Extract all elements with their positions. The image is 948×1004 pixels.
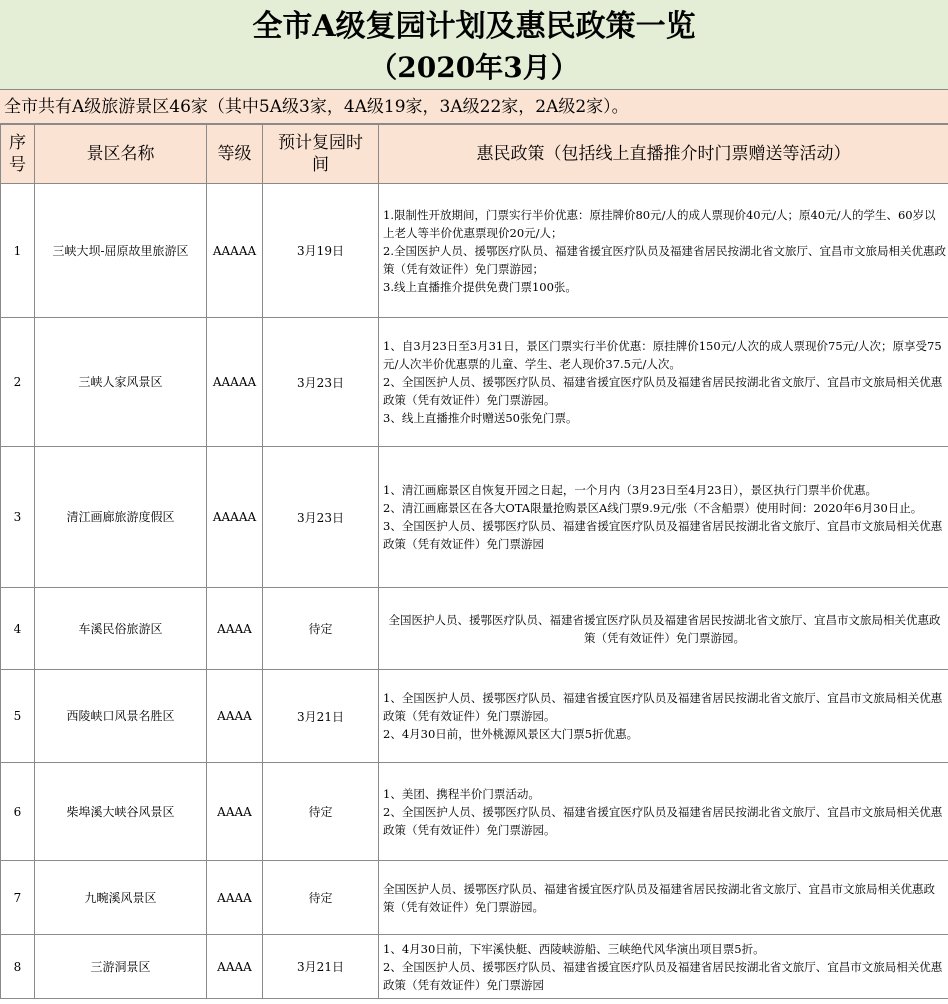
table-row [1,184,948,318]
policy-text [383,689,946,743]
scenic-name: 车溪民俗旅游区 [78,621,163,636]
policy-line: 1、全国医护人员、援鄂医疗队员、福建省援宜医疗队员及福建省居民按湖北省文旅厅、宜昌市文旅局相关优惠政策（凭有效证件）免门票游园。 [383,691,943,723]
table-row [1,588,948,670]
title-block [0,0,948,90]
cell-grade: AAAA [207,935,263,999]
cell-index: 3 [1,447,35,588]
scenic-name: 柴埠溪大峡谷风景区 [66,804,175,819]
summary-row: 全市共有A级旅游景区46家（其中5A级3家，4A级19家，3A级22家，2A级2家）。 [0,90,948,124]
cell-name [35,861,207,935]
cell-name [35,447,207,588]
cell-policy [379,861,948,935]
table-row [1,447,948,588]
policy-line: 2、全国医护人员、援鄂医疗队员、福建省援宜医疗队员及福建省居民按湖北省文旅厅、宜昌市文旅局相关优惠政策（凭有效证件）免门票游园 [383,959,943,992]
policy-line: 2、清江画廊景区在各大OTA限量抢购景区A线门票9.9元/张（不含船票）使用时间：2020年6月30日止。 [383,501,923,515]
policy-line: 1、4月30日前，下牢溪快艇、西陵峡游船、三峡绝代风华演出项目票5折。 [383,941,765,956]
policy-line: 3、线上直播推介时赠送50张免门票。 [383,411,578,425]
scenic-name: 清江画廊旅游度假区 [66,510,175,524]
cell-name [35,318,207,447]
cell-policy [379,588,948,670]
cell-name [35,670,207,763]
cell-name [35,184,207,318]
cell-index: 4 [1,588,35,670]
cell-reopen: 3月21日 [263,935,379,999]
scenic-name: 三游洞景区 [90,959,151,974]
cell-index: 6 [1,763,35,861]
cell-index: 1 [1,184,35,318]
policy-line: 1.限制性开放期间，门票实行半价优惠：原挂牌价80元/人的成人票现价40元/人；原40元/人的学生、60岁以上老人等半价优惠票现价20元/人； [383,207,936,240]
header-grade: 等级 [207,125,263,184]
cell-reopen: 3月23日 [263,318,379,447]
policy-line: 全国医护人员、援鄂医疗队员、福建省援宜医疗队员及福建省居民按湖北省文旅厅、宜昌市文旅局相关优惠政策（凭有效证件）免门票游园。 [388,612,941,645]
policy-line: 2.全国医护人员、援鄂医疗队员、福建省援宜医疗队员及福建省居民按湖北省文旅厅、宜昌市文旅局相关优惠政策（凭有效证件）免门票游园； [383,243,946,276]
cell-index: 2 [1,318,35,447]
cell-name [35,935,207,999]
cell-grade: AAAA [207,670,263,763]
table-row [1,318,948,447]
policy-text [383,940,946,994]
policy-line: 2、全国医护人员、援鄂医疗队员、福建省援宜医疗队员及福建省居民按湖北省文旅厅、宜昌市文旅局相关优惠政策（凭有效证件）免门票游园。 [383,804,943,837]
cell-reopen: 3月23日 [263,447,379,588]
header-reopen: 预计复园时间 [263,125,379,184]
cell-grade: AAAA [207,763,263,861]
policy-line: 1、自3月23日至3月31日，景区门票实行半价优惠：原挂牌价150元/人次的成人票现价75元/人次；原享受75元/人次半价优惠票的儿童、学生、老人现价37.5元/人次。 [383,339,942,371]
policy-text [383,785,946,839]
cell-name [35,763,207,861]
page-subtitle: （2020年3月） [369,51,579,84]
cell-policy [379,763,948,861]
cell-index: 7 [1,861,35,935]
cell-reopen: 3月21日 [263,670,379,763]
header-index: 序号 [1,125,35,184]
policy-line: 3.线上直播推介提供免费门票100张。 [383,279,577,294]
table-header-row [1,125,948,184]
table-row [1,935,948,999]
policy-line: 1、美团、携程半价门票活动。 [383,786,540,801]
policy-text [383,206,946,296]
cell-grade: AAAAA [207,184,263,318]
policy-text [383,481,946,553]
cell-policy [379,447,948,588]
cell-grade: AAAAA [207,318,263,447]
cell-reopen: 3月19日 [263,184,379,318]
cell-grade: AAAA [207,588,263,670]
cell-reopen: 待定 [263,861,379,935]
cell-index: 8 [1,935,35,999]
header-name: 景区名称 [35,125,207,184]
policy-line: 全国医护人员、援鄂医疗队员、福建省援宜医疗队员及福建省居民按湖北省文旅厅、宜昌市文旅局相关优惠政策（凭有效证件）免门票游园。 [383,881,935,914]
cell-policy [379,318,948,447]
cell-grade: AAAA [207,861,263,935]
cell-index: 5 [1,670,35,763]
scenic-name: 三峡人家风景区 [78,375,163,389]
cell-reopen: 待定 [263,763,379,861]
cell-policy [379,670,948,763]
page-title: 全市A级复园计划及惠民政策一览 [252,9,696,44]
header-policy: 惠民政策（包括线上直播推介时门票赠送等活动） [379,125,948,184]
policy-line: 2、全国医护人员、援鄂医疗队员、福建省援宜医疗队员及福建省居民按湖北省文旅厅、宜昌市文旅局相关优惠政策（凭有效证件）免门票游园。 [383,375,943,407]
policy-table [0,124,948,999]
scenic-name: 九畹溪风景区 [84,890,157,905]
policy-line: 3、全国医护人员、援鄂医疗队员、福建省援宜医疗队员及福建省居民按湖北省文旅厅、宜昌市文旅局相关优惠政策（凭有效证件）免门票游园 [383,519,943,551]
policy-text [383,880,946,916]
table-row [1,670,948,763]
cell-reopen: 待定 [263,588,379,670]
policy-line: 2、4月30日前，世外桃源风景区大门票5折优惠。 [383,727,639,741]
scenic-name: 西陵峡口风景名胜区 [66,709,175,723]
scenic-name: 三峡大坝-屈原故里旅游区 [52,243,189,258]
table-row [1,861,948,935]
cell-policy [379,184,948,318]
table-row [1,763,948,861]
cell-policy [379,935,948,999]
cell-grade: AAAAA [207,447,263,588]
policy-text [383,337,946,427]
policy-text [383,611,946,647]
cell-name [35,588,207,670]
policy-line: 1、清江画廊景区自恢复开园之日起，一个月内（3月23日至4月23日），景区执行门票半价优惠。 [383,483,877,497]
